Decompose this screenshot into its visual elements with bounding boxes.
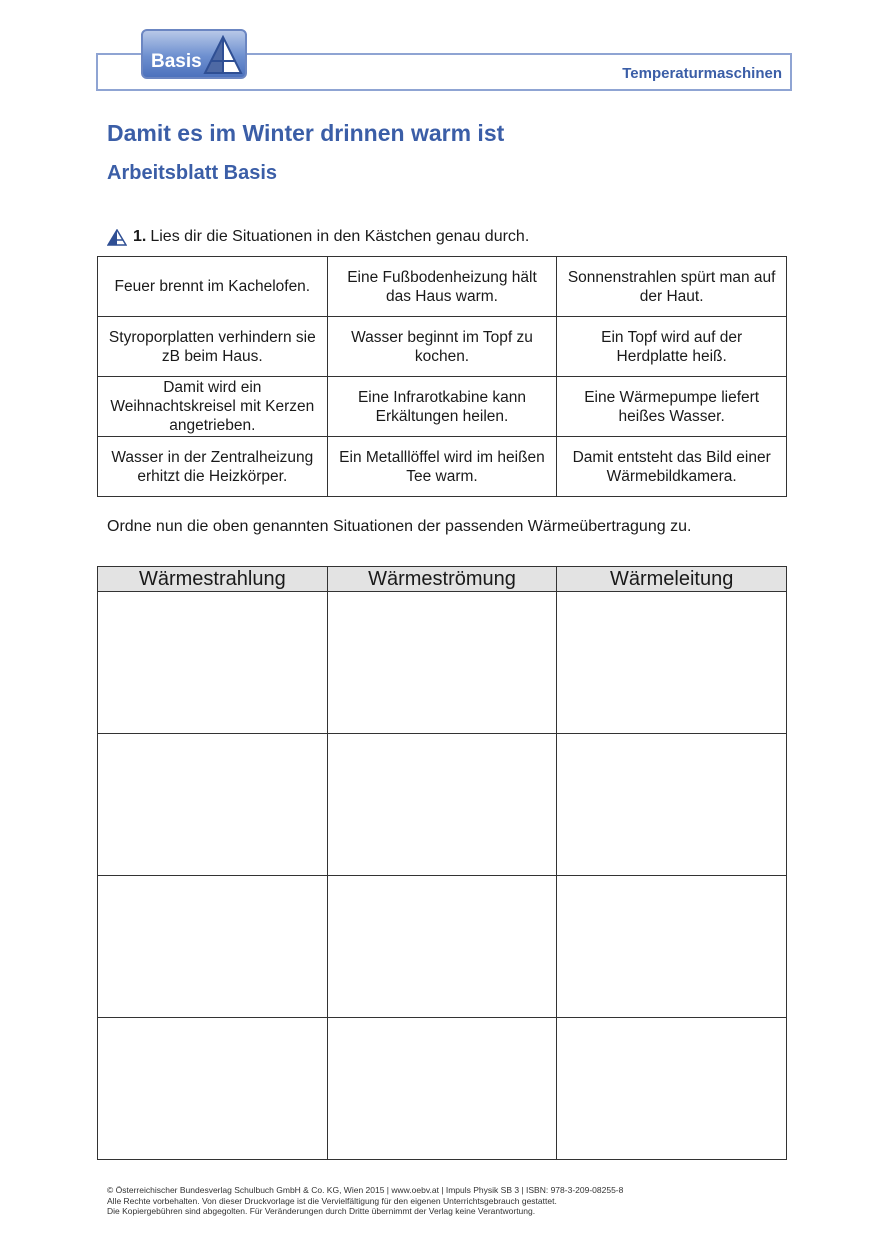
table-row	[98, 377, 787, 437]
sort-table	[97, 566, 787, 1160]
answer-cell[interactable]	[557, 592, 787, 734]
situation-card: Ein Metalllöffel wird im heißen Tee warm.	[327, 437, 557, 497]
triangle-logo-icon	[203, 35, 243, 75]
table-row	[98, 257, 787, 317]
footer-fees: Die Kopiergebühren sind abgegolten. Für Veränderungen durch Dritte übernimmt der Verlag keine Verantwortung.	[107, 1206, 536, 1216]
table-row	[98, 437, 787, 497]
task-number: 1.	[133, 228, 147, 245]
logo-text: Basis	[151, 51, 202, 72]
answer-cell[interactable]	[557, 876, 787, 1018]
situation-card: Eine Fußbodenheizung hält das Haus warm.	[327, 257, 557, 317]
situation-card: Feuer brennt im Kachelofen.	[98, 257, 328, 317]
header-waermeleitung: Wärmeleitung	[557, 567, 787, 592]
task-text: Lies dir die Situationen in den Kästchen genau durch.	[150, 228, 530, 245]
header-waermestroemung: Wärmeströmung	[327, 567, 557, 592]
table-row	[98, 734, 787, 876]
answer-cell[interactable]	[98, 734, 328, 876]
situation-card: Wasser beginnt im Topf zu kochen.	[327, 317, 557, 377]
situation-card: Styroporplatten verhindern sie zB beim Haus.	[98, 317, 328, 377]
situation-card: Damit wird ein Weihnachtskreisel mit Kerzen angetrieben.	[98, 377, 328, 437]
task-1	[107, 228, 529, 246]
basis-logo	[141, 29, 247, 79]
instruction-text: Ordne nun die oben genannten Situationen der passenden Wärmeübertragung zu.	[107, 518, 692, 535]
situation-card: Damit entsteht das Bild einer Wärmebildkamera.	[557, 437, 787, 497]
situation-card: Ein Topf wird auf der Herdplatte heiß.	[557, 317, 787, 377]
situation-card: Wasser in der Zentralheizung erhitzt die Heizkörper.	[98, 437, 328, 497]
answer-cell[interactable]	[327, 592, 557, 734]
answer-cell[interactable]	[557, 734, 787, 876]
situation-card: Eine Infrarotkabine kann Erkältungen heilen.	[327, 377, 557, 437]
answer-cell[interactable]	[327, 876, 557, 1018]
situations-table	[97, 256, 787, 497]
section-title: Temperaturmaschinen	[622, 65, 782, 82]
basis-level-icon	[107, 229, 127, 246]
sort-header-row	[98, 567, 787, 592]
answer-cell[interactable]	[327, 1018, 557, 1160]
footer	[107, 1185, 623, 1217]
footer-copyright: © Österreichischer Bundesverlag Schulbuch GmbH & Co. KG, Wien 2015 | www.oebv.at | Impuls Physik SB 3 | ISBN: 978-3-209-08255-8	[107, 1185, 624, 1195]
answer-cell[interactable]	[98, 1018, 328, 1160]
situation-card: Sonnenstrahlen spürt man auf der Haut.	[557, 257, 787, 317]
page-title: Damit es im Winter drinnen warm ist	[107, 120, 505, 146]
footer-rights: Alle Rechte vorbehalten. Von dieser Druckvorlage ist die Vervielfältigung für den eigenen Unterrichtsgebrauch gestattet.	[107, 1195, 557, 1206]
situation-card: Eine Wärmepumpe liefert heißes Wasser.	[557, 377, 787, 437]
table-row	[98, 1018, 787, 1160]
answer-cell[interactable]	[327, 734, 557, 876]
answer-cell[interactable]	[98, 876, 328, 1018]
table-row	[98, 317, 787, 377]
table-row	[98, 592, 787, 734]
table-row	[98, 876, 787, 1018]
header-waermestrahlung: Wärmestrahlung	[98, 567, 328, 592]
answer-cell[interactable]	[98, 592, 328, 734]
answer-cell[interactable]	[557, 1018, 787, 1160]
page-subtitle: Arbeitsblatt Basis	[107, 162, 278, 184]
